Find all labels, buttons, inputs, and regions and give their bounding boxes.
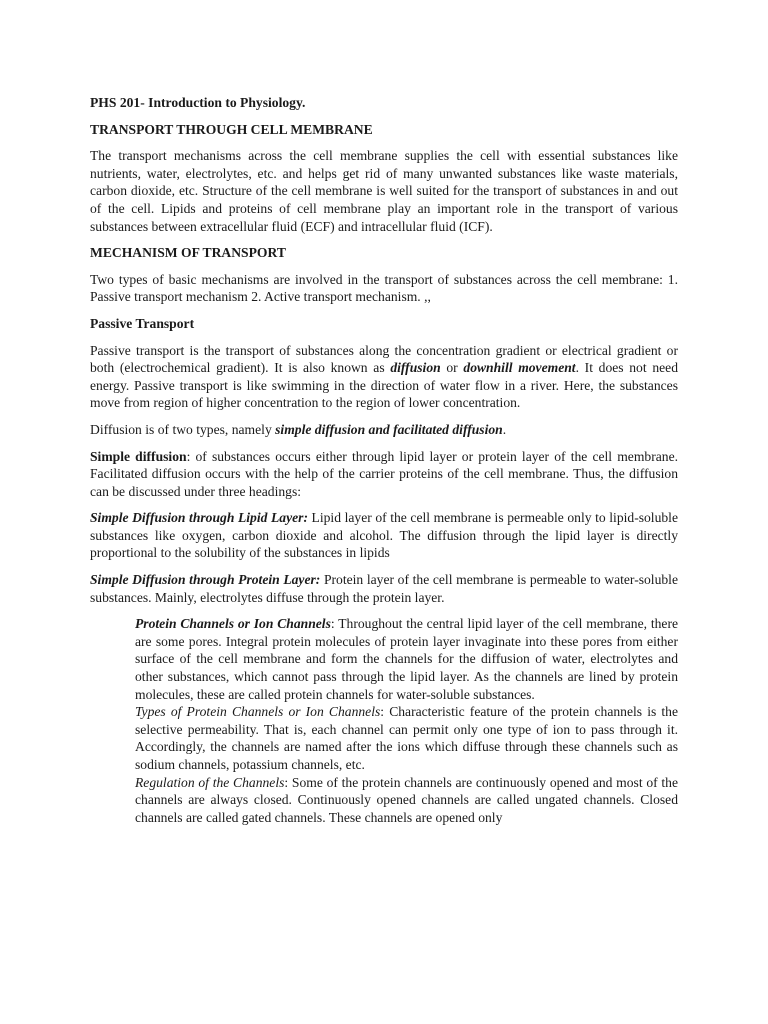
regulation-text: : Some of the protein channels are continuously opened and most of the channels are always closed. Continuously opened channels are called ungated channels. Closed channels are called gated channels. These channels are opened only <box>135 774 678 825</box>
passive-paragraph <box>90 342 678 412</box>
term-diffusion: diffusion <box>390 360 441 376</box>
term-diffusion-types: simple diffusion and facilitated diffusion <box>275 421 503 437</box>
passive-text-3: . It does not need energy. Passive transport is like swimming in the direction of water flow in a river. Here, the substances move from region of higher concentration to the region of lower concentration. <box>90 360 678 411</box>
term-protein-layer: Simple Diffusion through Protein Layer: <box>90 572 321 588</box>
protein-layer-text: Protein layer of the cell membrane is permeable to water-soluble substances. Mainly, electrolytes diffuse through the protein layer. <box>90 572 678 605</box>
diffusion-types-paragraph <box>90 421 678 439</box>
mechanism-paragraph: Two types of basic mechanisms are involved in the transport of substances across the cell membrane: 1. Passive transport mechanism 2. Active transport mechanism. ,, <box>90 271 678 305</box>
types-channels-text: : Characteristic feature of the protein channels is the selective permeability. That is, each channel can permit only one type of ion to pass through it. Accordingly, the channels are named after the ions which diffuse through these channels such as sodium channels, potassium channels, etc. <box>135 704 679 772</box>
simple-diffusion-text: : of substances occurs either through lipid layer or protein layer of the cell membrane. Facilitated diffusion occurs with the help of the carrier proteins of the cell membrane. Thus, the diffusion can be discussed under three headings: <box>90 448 678 499</box>
types-channels-paragraph <box>135 703 678 773</box>
indented-section <box>135 615 678 826</box>
heading-passive-transport: Passive Transport <box>90 315 195 331</box>
diffusion-types-end: . <box>502 421 507 437</box>
course-title: PHS 201- Introduction to Physiology. <box>90 95 306 110</box>
intro-paragraph: The transport mechanisms across the cell membrane supplies the cell with essential substances like nutrients, water, electrolytes, etc. and helps get rid of many unwanted substances like waste materials, carbon dioxide, etc. Structure of the cell membrane is well suited for the transport of substances in and out of the cell. Lipids and proteins of cell membrane play an important role in the transport of various substances between extracellular fluid (ECF) and intracellular fluid (ICF). <box>90 148 678 234</box>
regulation-paragraph <box>135 774 678 827</box>
lipid-layer-text: Lipid layer of the cell membrane is permeable only to lipid-soluble substances like oxygen, carbon dioxide and alcohol. The diffusion through the lipid layer is directly proportional to the solubility of the substances in lipids <box>90 510 678 561</box>
simple-diffusion-paragraph <box>90 448 678 501</box>
term-downhill-movement: downhill movement <box>463 360 576 376</box>
lipid-layer-paragraph <box>90 509 678 562</box>
diffusion-types-lead: Diffusion is of two types, namely <box>90 421 276 437</box>
passive-text-2: or <box>440 360 464 376</box>
heading-mechanism: MECHANISM OF TRANSPORT <box>90 245 286 261</box>
passive-text-1: Passive transport is the transport of substances along the concentration gradient or electrical gradient or both (electrochemical gradient). It is also known as <box>90 342 678 376</box>
heading-transport: TRANSPORT THROUGH CELL MEMBRANE <box>90 121 373 137</box>
term-simple-diffusion: Simple diffusion <box>90 448 187 464</box>
ion-channels-paragraph <box>135 615 678 703</box>
term-ion-channels: Protein Channels or Ion Channels <box>135 616 331 632</box>
term-regulation: Regulation of the Channels <box>135 774 285 790</box>
term-lipid-layer: Simple Diffusion through Lipid Layer: <box>90 510 308 526</box>
term-types-channels: Types of Protein Channels or Ion Channels <box>135 704 381 720</box>
ion-channels-text: : Throughout the central lipid layer of the cell membrane, there are some pores. Integral protein molecules of protein layer invaginate into these pores from either surface of the cell membrane and form the channels for the diffusion of water, electrolytes and other substances, which cannot pass through the lipid layer. As the channels are lined by protein molecules, these are called protein channels for water-soluble substances. <box>135 616 679 702</box>
protein-layer-paragraph <box>90 571 678 606</box>
